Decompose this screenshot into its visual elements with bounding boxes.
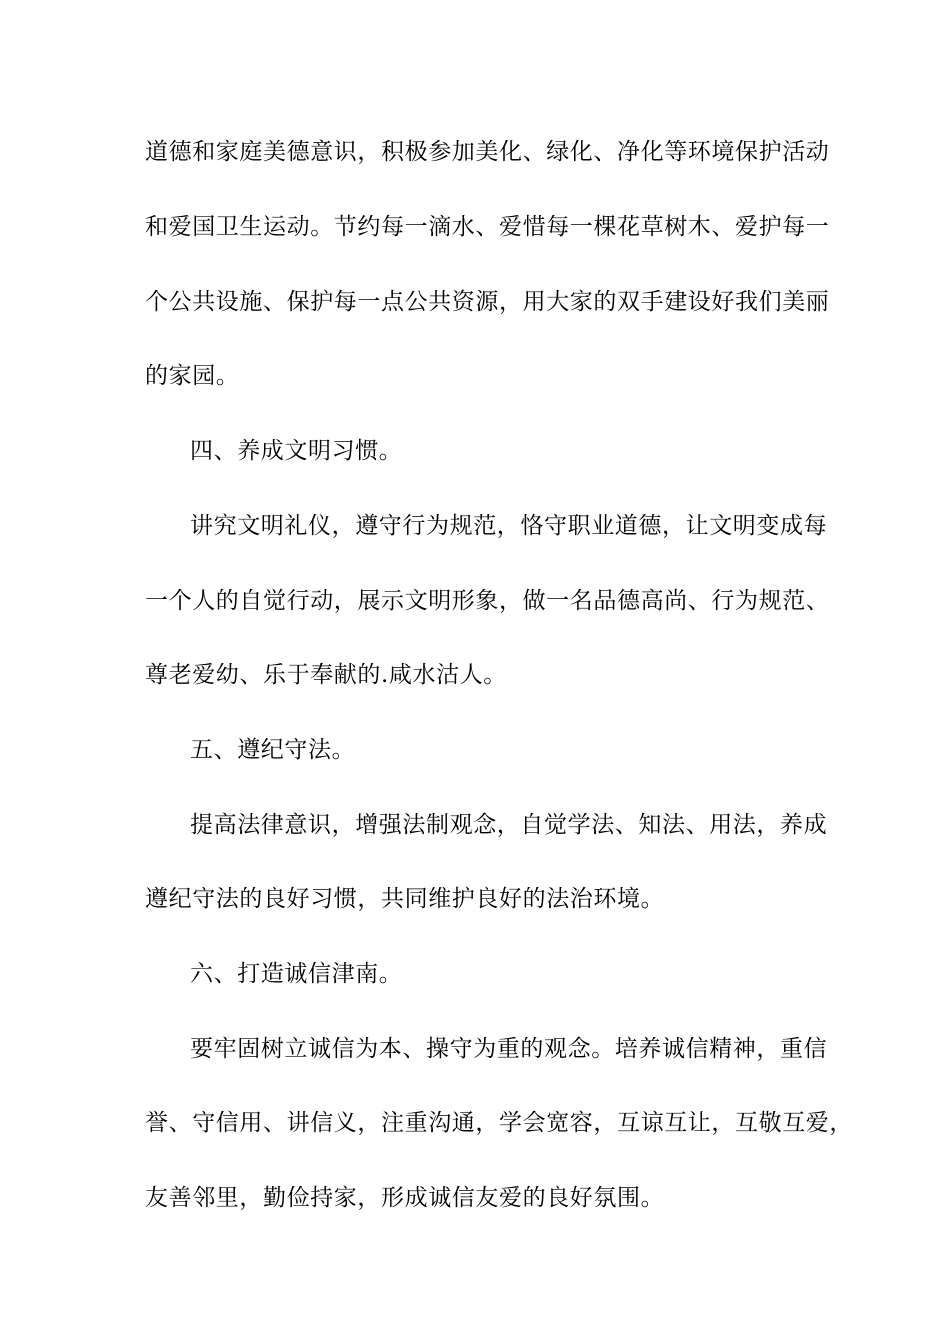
body-text-line: 的家园。 — [145, 363, 240, 389]
body-text-line: 道德和家庭美德意识，积极参加美化、绿化、净化等环境保护活动 — [145, 139, 830, 165]
body-text-line: 友善邻里，勤俭持家，形成诚信友爱的良好氛围。 — [145, 1185, 665, 1211]
section-heading-4: 四、养成文明习惯。 — [190, 438, 403, 464]
body-text-line: 提高法律意识，增强法制观念，自觉学法、知法、用法，养成 — [190, 812, 828, 838]
body-text-line: 讲究文明礼仪，遵守行为规范，恪守职业道德，让文明变成每 — [190, 513, 828, 539]
body-text-line: 誉、守信用、讲信义，注重沟通，学会宽容，互谅互让，互敬互爱， — [145, 1110, 853, 1136]
body-text-line: 一个人的自觉行动，展示文明形象，做一名品德高尚、行为规范、 — [145, 588, 830, 614]
section-heading-5: 五、遵纪守法。 — [190, 737, 356, 763]
body-text-line: 尊老爱幼、乐于奉献的.咸水沽人。 — [145, 662, 507, 688]
body-text-line: 和爱国卫生运动。节约每一滴水、爱惜每一棵花草树木、爱护每一 — [145, 214, 830, 240]
body-text-line: 要牢固树立诚信为本、操守为重的观念。培养诚信精神，重信 — [190, 1036, 828, 1062]
section-heading-6: 六、打造诚信津南。 — [190, 961, 403, 987]
body-text-line: 个公共设施、保护每一点公共资源，用大家的双手建设好我们美丽 — [145, 289, 830, 315]
body-text-line: 遵纪守法的良好习惯，共同维护良好的法治环境。 — [145, 886, 665, 912]
